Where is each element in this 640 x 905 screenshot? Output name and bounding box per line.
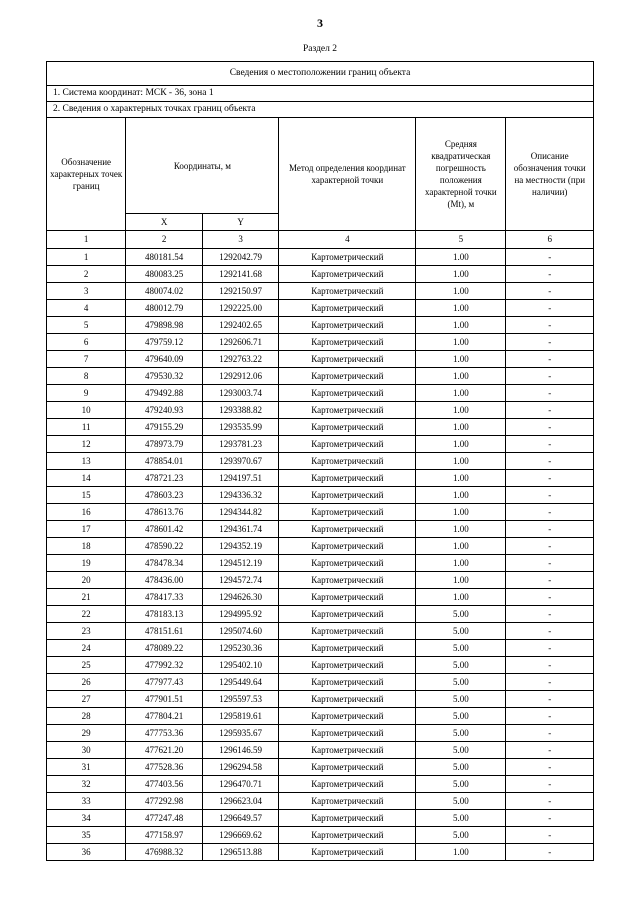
table-row: [47, 419, 594, 436]
point-y: 1295819.61: [202, 708, 279, 725]
point-y: 1292763.22: [202, 351, 279, 368]
table-row: [47, 793, 594, 810]
table-row: [47, 317, 594, 334]
point-error: 5.00: [416, 776, 506, 793]
point-x: 478590.22: [126, 538, 203, 555]
point-x: 477403.56: [126, 776, 203, 793]
point-method: Картометрический: [279, 623, 416, 640]
point-error: 5.00: [416, 810, 506, 827]
point-description: -: [506, 368, 594, 385]
point-y: 1295935.67: [202, 725, 279, 742]
point-y: 1295597.53: [202, 691, 279, 708]
point-error: 1.00: [416, 572, 506, 589]
point-error: 1.00: [416, 385, 506, 402]
point-error: 1.00: [416, 317, 506, 334]
point-number: 36: [47, 844, 126, 861]
point-x: 477528.36: [126, 759, 203, 776]
point-description: -: [506, 453, 594, 470]
point-method: Картометрический: [279, 674, 416, 691]
point-y: 1292402.65: [202, 317, 279, 334]
points-info-row: [47, 102, 594, 118]
header-coordinates: Координаты, м: [126, 118, 279, 214]
point-x: 478601.42: [126, 521, 203, 538]
point-number: 19: [47, 555, 126, 572]
point-error: 1.00: [416, 487, 506, 504]
point-description: -: [506, 436, 594, 453]
point-y: 1292606.71: [202, 334, 279, 351]
point-method: Картометрический: [279, 555, 416, 572]
table-row: [47, 640, 594, 657]
point-method: Картометрический: [279, 300, 416, 317]
point-y: 1293388.82: [202, 402, 279, 419]
point-method: Картометрический: [279, 606, 416, 623]
point-error: 5.00: [416, 827, 506, 844]
point-error: 1.00: [416, 249, 506, 266]
point-method: Картометрический: [279, 725, 416, 742]
point-method: Картометрический: [279, 402, 416, 419]
point-error: 5.00: [416, 725, 506, 742]
point-error: 1.00: [416, 368, 506, 385]
point-number: 25: [47, 657, 126, 674]
point-description: -: [506, 623, 594, 640]
point-method: Картометрический: [279, 742, 416, 759]
header-description: Описание обозначения точки на местности (при наличии): [506, 118, 594, 231]
point-method: Картометрический: [279, 453, 416, 470]
point-method: Картометрический: [279, 487, 416, 504]
points-info-text: 2. Сведения о характерных точках границ объекта: [47, 102, 594, 118]
point-number: 11: [47, 419, 126, 436]
point-error: 5.00: [416, 742, 506, 759]
point-y: 1295230.36: [202, 640, 279, 657]
table-row: [47, 623, 594, 640]
point-y: 1294352.19: [202, 538, 279, 555]
point-number: 18: [47, 538, 126, 555]
point-method: Картометрический: [279, 385, 416, 402]
point-description: -: [506, 640, 594, 657]
point-method: Картометрический: [279, 827, 416, 844]
point-x: 477753.36: [126, 725, 203, 742]
point-description: -: [506, 793, 594, 810]
point-number: 16: [47, 504, 126, 521]
point-description: -: [506, 742, 594, 759]
point-number: 12: [47, 436, 126, 453]
point-method: Картометрический: [279, 691, 416, 708]
point-method: Картометрический: [279, 317, 416, 334]
point-error: 1.00: [416, 521, 506, 538]
point-y: 1296294.58: [202, 759, 279, 776]
point-error: 1.00: [416, 538, 506, 555]
header-y: Y: [202, 214, 279, 231]
point-error: 1.00: [416, 266, 506, 283]
point-description: -: [506, 351, 594, 368]
point-x: 479640.09: [126, 351, 203, 368]
point-y: 1292912.06: [202, 368, 279, 385]
point-number: 30: [47, 742, 126, 759]
point-method: Картометрический: [279, 759, 416, 776]
point-y: 1295402.10: [202, 657, 279, 674]
point-x: 478478.34: [126, 555, 203, 572]
column-index: 6: [506, 231, 594, 249]
column-index: 3: [202, 231, 279, 249]
point-x: 479759.12: [126, 334, 203, 351]
point-method: Картометрический: [279, 368, 416, 385]
point-description: -: [506, 385, 594, 402]
point-x: 477158.97: [126, 827, 203, 844]
point-description: -: [506, 572, 594, 589]
point-error: 5.00: [416, 793, 506, 810]
point-y: 1295449.64: [202, 674, 279, 691]
table-row: [47, 759, 594, 776]
coordinate-system-text: 1. Система координат: МСК - 36, зона 1: [47, 86, 594, 102]
table-row: [47, 266, 594, 283]
point-description: -: [506, 334, 594, 351]
point-error: 5.00: [416, 606, 506, 623]
point-x: 480074.02: [126, 283, 203, 300]
table-row: [47, 283, 594, 300]
point-description: -: [506, 249, 594, 266]
point-description: -: [506, 538, 594, 555]
point-description: -: [506, 283, 594, 300]
point-description: -: [506, 606, 594, 623]
point-method: Картометрический: [279, 436, 416, 453]
table-row: [47, 674, 594, 691]
table-row: [47, 725, 594, 742]
point-method: Картометрический: [279, 419, 416, 436]
header-row-1: [47, 118, 594, 214]
table-row: [47, 487, 594, 504]
point-y: 1294344.82: [202, 504, 279, 521]
point-y: 1296470.71: [202, 776, 279, 793]
point-y: 1296146.59: [202, 742, 279, 759]
point-y: 1293781.23: [202, 436, 279, 453]
point-method: Картометрический: [279, 776, 416, 793]
table-row: [47, 249, 594, 266]
point-method: Картометрический: [279, 657, 416, 674]
table-row: [47, 657, 594, 674]
point-method: Картометрический: [279, 538, 416, 555]
section-label: Раздел 2: [303, 44, 337, 54]
point-number: 3: [47, 283, 126, 300]
point-description: -: [506, 504, 594, 521]
table-row: [47, 776, 594, 793]
point-error: 1.00: [416, 283, 506, 300]
header-x: X: [126, 214, 203, 231]
point-description: -: [506, 844, 594, 861]
point-method: Картометрический: [279, 589, 416, 606]
point-method: Картометрический: [279, 470, 416, 487]
point-number: 20: [47, 572, 126, 589]
point-method: Картометрический: [279, 793, 416, 810]
point-number: 35: [47, 827, 126, 844]
point-y: 1294197.51: [202, 470, 279, 487]
point-method: Картометрический: [279, 283, 416, 300]
header-error: Средняя квадратическая погрешность положения характерной точки (Mt), м: [416, 118, 506, 231]
table-banner: Сведения о местоположении границ объекта: [47, 62, 594, 86]
point-y: 1293003.74: [202, 385, 279, 402]
point-number: 7: [47, 351, 126, 368]
table-row: [47, 844, 594, 861]
point-x: 479530.32: [126, 368, 203, 385]
point-x: 477804.21: [126, 708, 203, 725]
point-error: 5.00: [416, 674, 506, 691]
point-number: 13: [47, 453, 126, 470]
table-row: [47, 300, 594, 317]
point-description: -: [506, 759, 594, 776]
point-error: 1.00: [416, 589, 506, 606]
point-x: 478603.23: [126, 487, 203, 504]
point-number: 9: [47, 385, 126, 402]
table-row: [47, 521, 594, 538]
point-x: 479898.98: [126, 317, 203, 334]
point-x: 478089.22: [126, 640, 203, 657]
point-number: 31: [47, 759, 126, 776]
point-number: 23: [47, 623, 126, 640]
column-index: 1: [47, 231, 126, 249]
point-x: 479155.29: [126, 419, 203, 436]
table-row: [47, 453, 594, 470]
point-description: -: [506, 419, 594, 436]
point-method: Картометрический: [279, 249, 416, 266]
point-y: 1292042.79: [202, 249, 279, 266]
point-x: 477621.20: [126, 742, 203, 759]
point-error: 1.00: [416, 300, 506, 317]
point-y: 1294361.74: [202, 521, 279, 538]
point-error: 1.00: [416, 334, 506, 351]
point-x: 478613.76: [126, 504, 203, 521]
table-row: [47, 572, 594, 589]
point-method: Картометрический: [279, 844, 416, 861]
table-row: [47, 606, 594, 623]
point-description: -: [506, 521, 594, 538]
point-method: Картометрический: [279, 521, 416, 538]
point-number: 1: [47, 249, 126, 266]
point-method: Картометрический: [279, 351, 416, 368]
table-row: [47, 436, 594, 453]
point-description: -: [506, 317, 594, 334]
point-description: -: [506, 776, 594, 793]
point-description: -: [506, 708, 594, 725]
point-x: 478973.79: [126, 436, 203, 453]
point-x: 477292.98: [126, 793, 203, 810]
point-y: 1296513.88: [202, 844, 279, 861]
point-error: 5.00: [416, 657, 506, 674]
coordinates-table: [46, 61, 594, 861]
point-description: -: [506, 691, 594, 708]
point-error: 1.00: [416, 470, 506, 487]
column-index: 2: [126, 231, 203, 249]
point-x: 478417.33: [126, 589, 203, 606]
point-error: 5.00: [416, 759, 506, 776]
point-x: 476988.32: [126, 844, 203, 861]
point-error: 1.00: [416, 351, 506, 368]
point-x: 477901.51: [126, 691, 203, 708]
point-y: 1292141.68: [202, 266, 279, 283]
point-y: 1294512.19: [202, 555, 279, 572]
point-error: 5.00: [416, 640, 506, 657]
point-y: 1295074.60: [202, 623, 279, 640]
point-y: 1292150.97: [202, 283, 279, 300]
table-row: [47, 538, 594, 555]
point-x: 477247.48: [126, 810, 203, 827]
point-y: 1296649.57: [202, 810, 279, 827]
point-error: 1.00: [416, 555, 506, 572]
point-method: Картометрический: [279, 504, 416, 521]
point-number: 26: [47, 674, 126, 691]
point-number: 5: [47, 317, 126, 334]
point-number: 4: [47, 300, 126, 317]
point-error: 1.00: [416, 419, 506, 436]
table-row: [47, 810, 594, 827]
table-row: [47, 470, 594, 487]
point-description: -: [506, 589, 594, 606]
point-number: 27: [47, 691, 126, 708]
point-x: 480181.54: [126, 249, 203, 266]
point-number: 2: [47, 266, 126, 283]
point-number: 17: [47, 521, 126, 538]
point-number: 14: [47, 470, 126, 487]
point-number: 29: [47, 725, 126, 742]
table-row: [47, 385, 594, 402]
point-error: 1.00: [416, 504, 506, 521]
point-y: 1293970.67: [202, 453, 279, 470]
point-error: 1.00: [416, 436, 506, 453]
table-row: [47, 708, 594, 725]
point-x: 478436.00: [126, 572, 203, 589]
point-description: -: [506, 266, 594, 283]
table-row: [47, 555, 594, 572]
point-error: 1.00: [416, 453, 506, 470]
point-number: 21: [47, 589, 126, 606]
point-y: 1294995.92: [202, 606, 279, 623]
point-method: Картометрический: [279, 640, 416, 657]
point-description: -: [506, 555, 594, 572]
table-row: [47, 742, 594, 759]
point-y: 1294572.74: [202, 572, 279, 589]
table-body: [47, 62, 594, 861]
coordinate-system-row: [47, 86, 594, 102]
point-method: Картометрический: [279, 810, 416, 827]
point-number: 8: [47, 368, 126, 385]
point-error: 5.00: [416, 623, 506, 640]
point-y: 1294626.30: [202, 589, 279, 606]
point-number: 34: [47, 810, 126, 827]
point-x: 478721.23: [126, 470, 203, 487]
column-index-row: [47, 231, 594, 249]
point-y: 1294336.32: [202, 487, 279, 504]
point-description: -: [506, 725, 594, 742]
point-x: 480083.25: [126, 266, 203, 283]
point-number: 10: [47, 402, 126, 419]
table-row: [47, 589, 594, 606]
point-description: -: [506, 810, 594, 827]
point-description: -: [506, 402, 594, 419]
point-error: 5.00: [416, 708, 506, 725]
table-row: [47, 504, 594, 521]
column-index: 4: [279, 231, 416, 249]
point-number: 28: [47, 708, 126, 725]
table-banner-row: [47, 62, 594, 86]
table-row: [47, 334, 594, 351]
point-y: 1292225.00: [202, 300, 279, 317]
point-description: -: [506, 657, 594, 674]
table-row: [47, 827, 594, 844]
point-y: 1296623.04: [202, 793, 279, 810]
header-designation: Обозначение характерных точек границ: [47, 118, 126, 231]
table-row: [47, 691, 594, 708]
point-x: 479492.88: [126, 385, 203, 402]
point-y: 1296669.62: [202, 827, 279, 844]
point-error: 1.00: [416, 402, 506, 419]
point-x: 478183.13: [126, 606, 203, 623]
point-number: 33: [47, 793, 126, 810]
point-x: 479240.93: [126, 402, 203, 419]
point-description: -: [506, 300, 594, 317]
point-x: 477977.43: [126, 674, 203, 691]
point-number: 6: [47, 334, 126, 351]
point-description: -: [506, 487, 594, 504]
point-method: Картометрический: [279, 708, 416, 725]
point-method: Картометрический: [279, 572, 416, 589]
point-x: 478151.61: [126, 623, 203, 640]
point-method: Картометрический: [279, 266, 416, 283]
table-row: [47, 368, 594, 385]
point-error: 1.00: [416, 844, 506, 861]
point-description: -: [506, 827, 594, 844]
coordinates-table-wrapper: [46, 61, 594, 861]
point-y: 1293535.99: [202, 419, 279, 436]
header-method: Метод определения координат характерной точки: [279, 118, 416, 231]
point-error: 5.00: [416, 691, 506, 708]
point-method: Картометрический: [279, 334, 416, 351]
point-x: 478854.01: [126, 453, 203, 470]
column-index: 5: [416, 231, 506, 249]
point-x: 480012.79: [126, 300, 203, 317]
point-number: 32: [47, 776, 126, 793]
point-description: -: [506, 470, 594, 487]
point-x: 477992.32: [126, 657, 203, 674]
point-description: -: [506, 674, 594, 691]
table-row: [47, 351, 594, 368]
page-number: 3: [317, 16, 323, 30]
point-number: 15: [47, 487, 126, 504]
point-number: 22: [47, 606, 126, 623]
point-number: 24: [47, 640, 126, 657]
table-row: [47, 402, 594, 419]
